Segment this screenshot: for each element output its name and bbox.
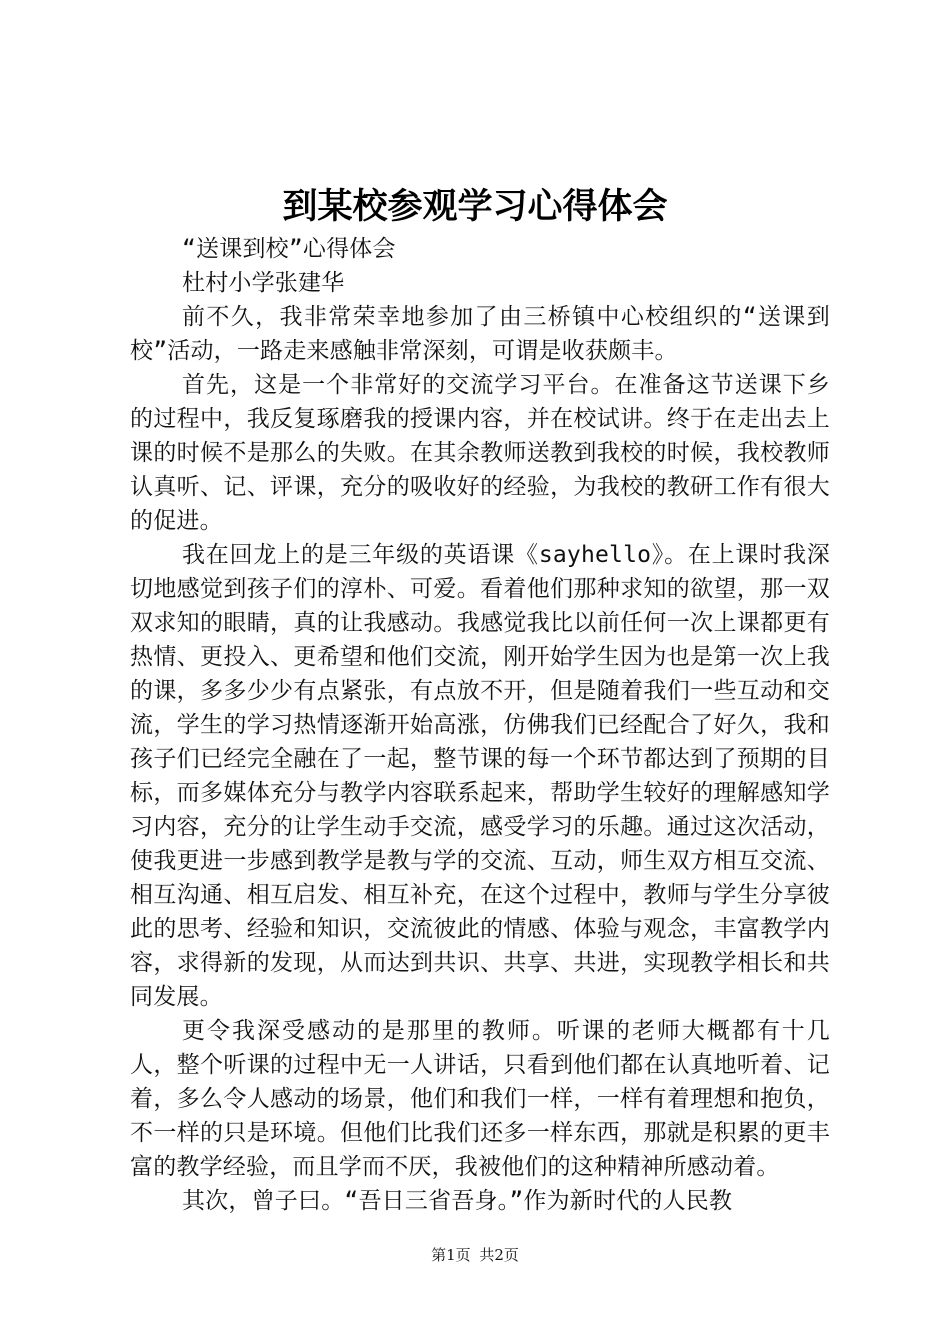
- document-title: 到某校参观学习心得体会: [282, 186, 668, 227]
- body-paragraph: 首先，这是一个非常好的交流学习平台。在准备这节送课下乡的过程中，我反复琢磨我的授课内容，并在校试讲。终于在走出去上课的时候不是那么的失败。在其余教师送教到我校的时候，我校教师认真听、记、评课，充分的吸收好的经验，为我校的教研工作有很大的促进。: [130, 372, 830, 534]
- author-paragraph: 杜村小学张建华: [182, 270, 345, 296]
- subtitle-paragraph: “送课到校”心得体会: [182, 236, 396, 262]
- body-paragraph: 我在回龙上的是三年级的英语课《sayhello》。在上课时我深切地感觉到孩子们的淳朴、可爱。看着他们那种求知的欲望，那一双双求知的眼睛，真的让我感动。我感觉我比以前任何一次上课都更有热情、更投入、更希望和他们交流，刚开始学生因为也是第一次上我的课，多多少少有点紧张，有点放不开，但是随着我们一些互动和交流，学生的学习热情逐渐开始高涨，仿佛我们已经配合了好久，我和孩子们已经完全融在了一起，整节课的每一个环节都达到了预期的目标，而多媒体充分与教学内容联系起来，帮助学生较好的理解感知学习内容，充分的让学生动手交流，感受学习的乐趣。通过这次活动，使我更进一步感到教学是教与学的交流、互动，师生双方相互交流、相互沟通、相互启发、相互补充，在这个过程中，教师与学生分享彼此的思考、经验和知识，交流彼此的情感、体验与观念，丰富教学内容，求得新的发现，从而达到共识、共享、共进，实现教学相长和共同发展。: [130, 542, 830, 1010]
- page-total: 共2页: [479, 1246, 519, 1264]
- document-body: [130, 232, 830, 1218]
- body-paragraph: 前不久，我非常荣幸地参加了由三桥镇中心校组织的“送课到校”活动，一路走来感触非常深刻，可谓是收获颇丰。: [130, 304, 830, 364]
- body-paragraph: 更令我深受感动的是那里的教师。听课的老师大概都有十几人，整个听课的过程中无一人讲话，只看到他们都在认真地听着、记着，多么令人感动的场景，他们和我们一样，一样有着理想和抱负，不一样的只是环境。但他们比我们还多一样东西，那就是积累的更丰富的教学经验，而且学而不厌，我被他们的这种精神所感动着。: [130, 1018, 830, 1180]
- page-number: 第1页: [431, 1246, 471, 1264]
- body-paragraph: 其次，曾子曰。“吾日三省吾身。”作为新时代的人民教: [182, 1188, 733, 1214]
- page-footer: [0, 1244, 950, 1266]
